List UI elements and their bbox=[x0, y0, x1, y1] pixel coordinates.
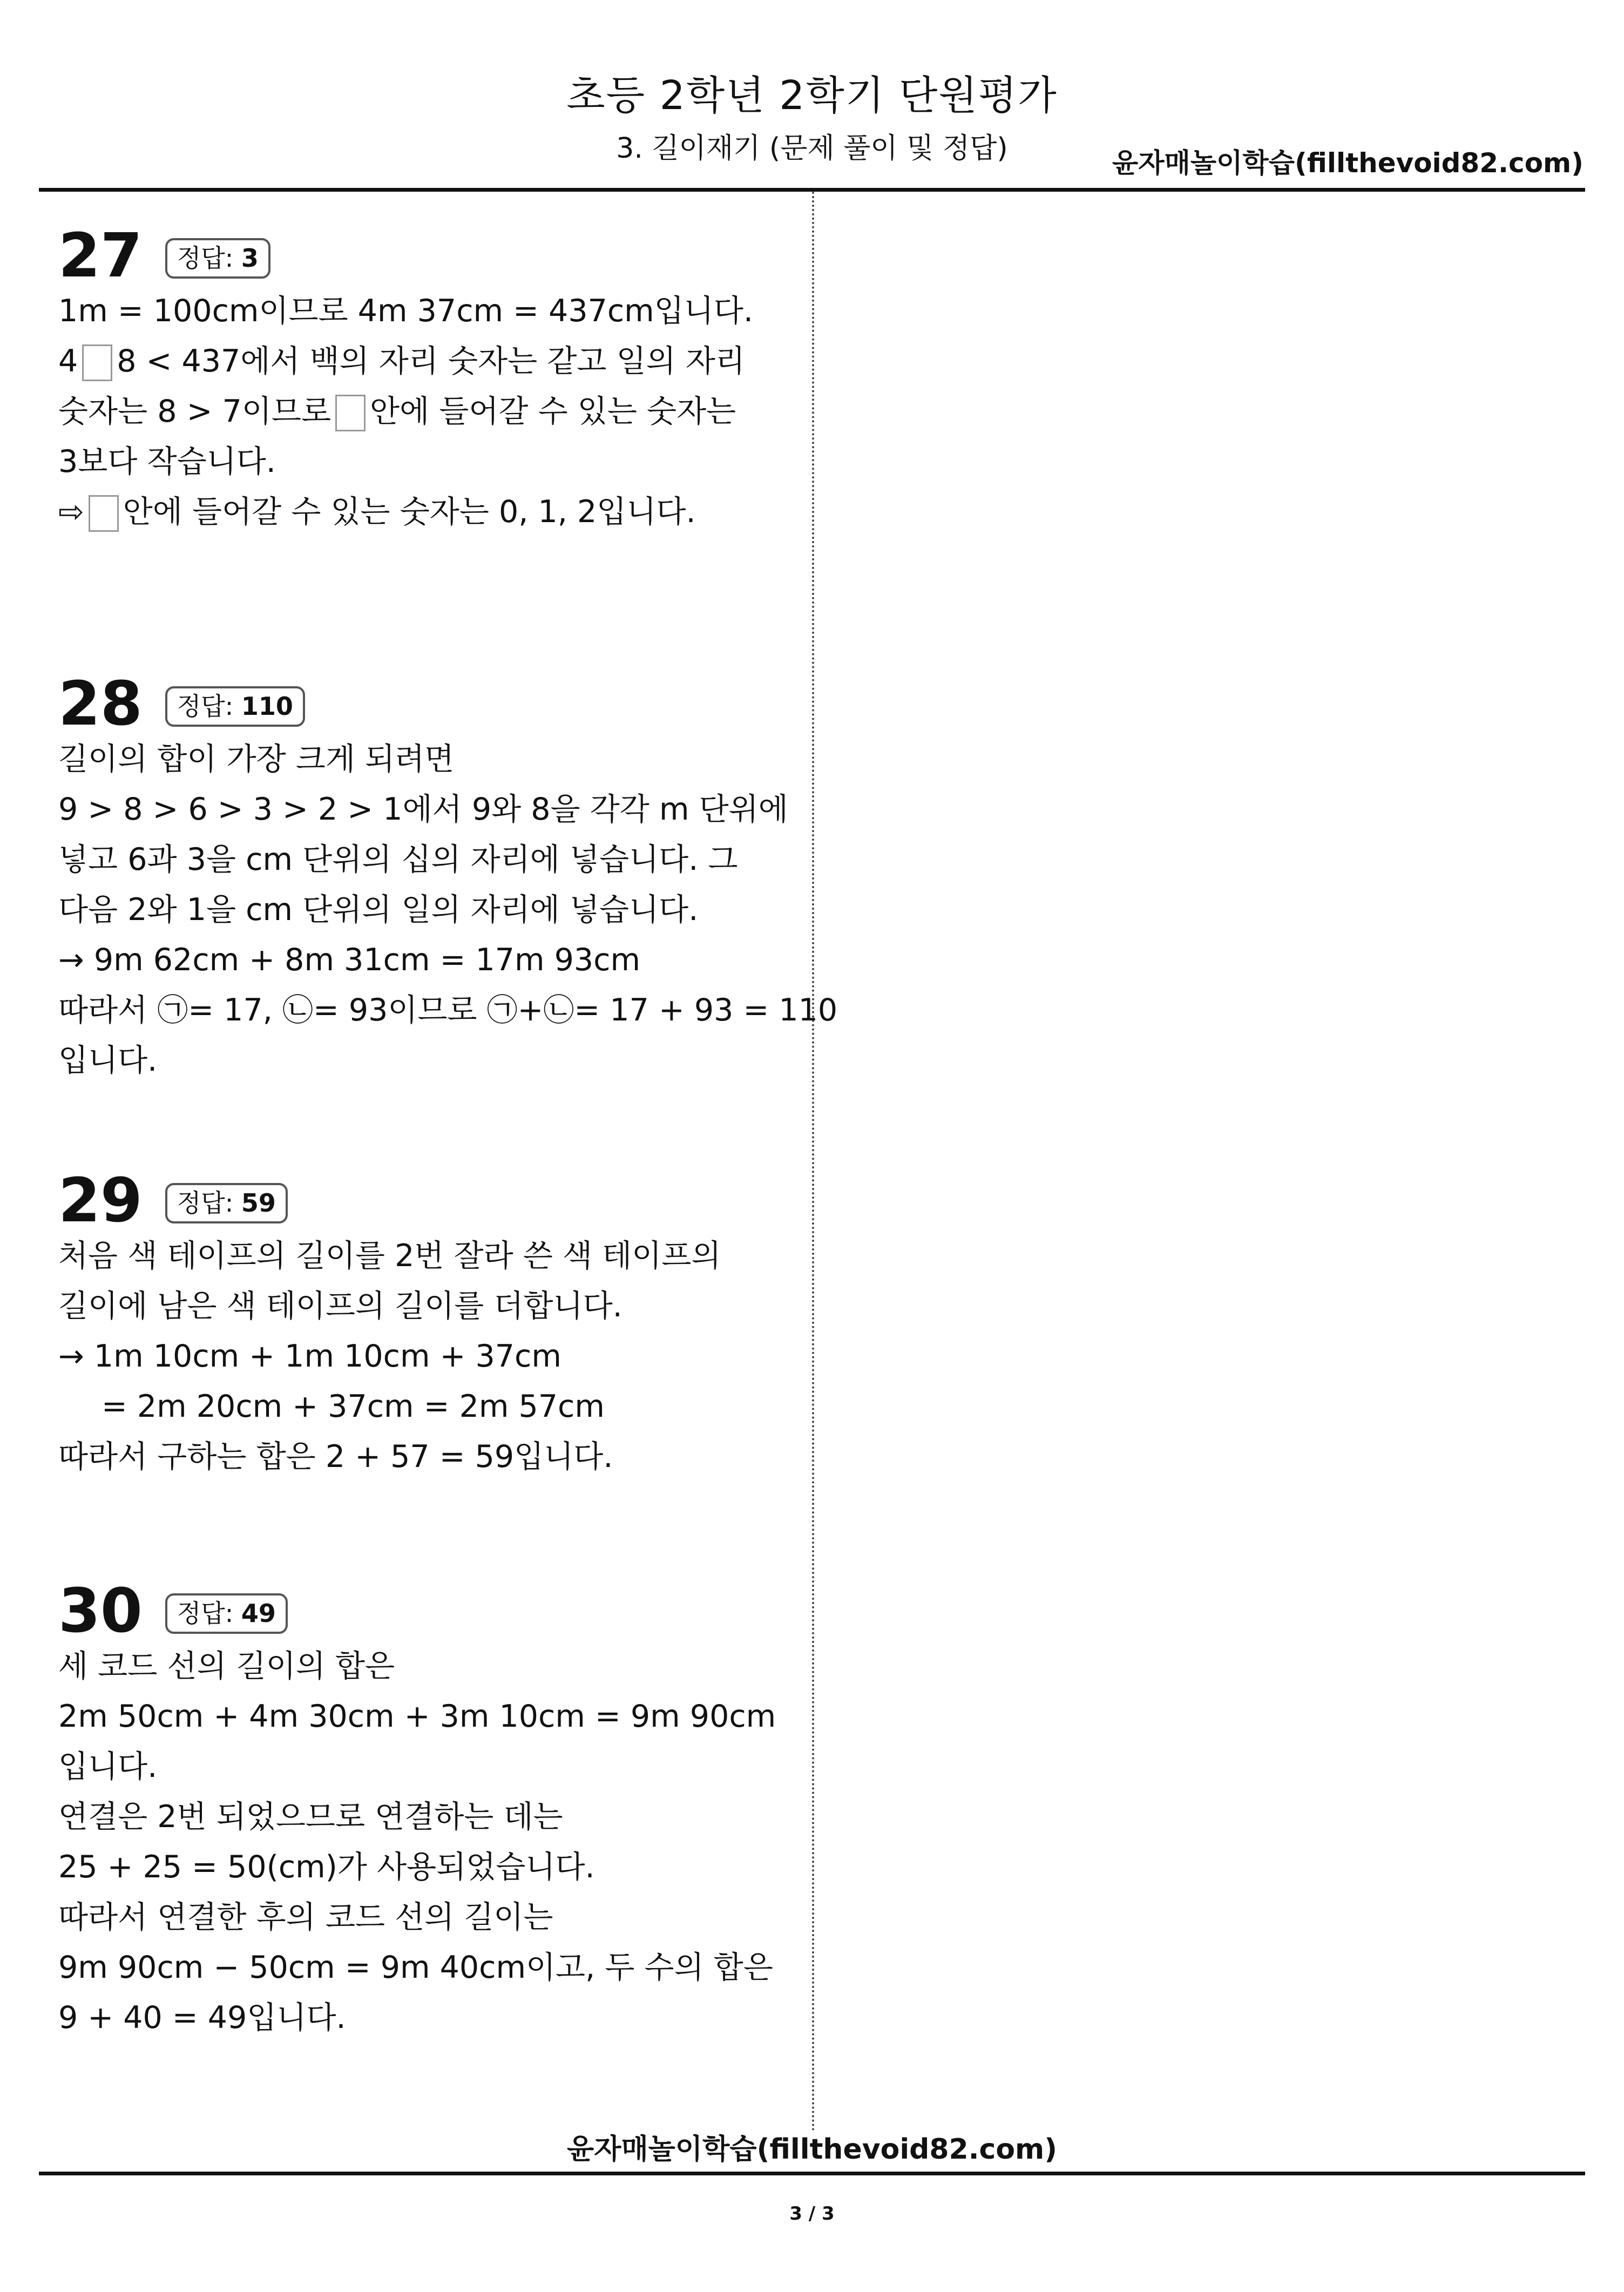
problem-27 bbox=[58, 221, 755, 537]
solution-line: 9 > 8 > 6 > 3 > 2 > 1에서 9와 8을 각각 m 단위에 bbox=[58, 792, 788, 827]
solution-line: 처음 색 테이프의 길이를 2번 잘라 쓴 색 테이프의 bbox=[58, 1238, 721, 1274]
problem-30 bbox=[58, 1576, 776, 2043]
solution-line: = 2m 20cm + 37cm = 2m 57cm bbox=[102, 1389, 605, 1424]
answer-badge bbox=[165, 686, 305, 727]
solution-line: 9m 90cm − 50cm = 9m 40cm이고, 두 수의 합은 bbox=[58, 1950, 773, 1985]
header-brand: 윤자매놀이학습(fillthevoid82.com) bbox=[1112, 147, 1584, 179]
solution-line: 세 코드 선의 길이의 합은 bbox=[58, 1648, 395, 1684]
answer-label: 정답: bbox=[177, 1599, 241, 1628]
solution-line: 25 + 25 = 50(cm)가 사용되었습니다. bbox=[58, 1849, 595, 1885]
answer-value: 3 bbox=[241, 244, 259, 273]
problem-28 bbox=[58, 669, 838, 1086]
solution-line: 다음 2와 1을 cm 단위의 일의 자리에 넣습니다. bbox=[58, 892, 699, 928]
solution-line: → 9m 62cm + 8m 31cm = 17m 93cm bbox=[58, 942, 641, 978]
answer-label: 정답: bbox=[177, 244, 241, 273]
page-number: 3 / 3 bbox=[789, 2203, 835, 2225]
solution-line: 연결은 2번 되었으므로 연결하는 데는 bbox=[58, 1799, 563, 1835]
solution-line: 9 + 40 = 49입니다. bbox=[58, 2000, 346, 2036]
solution-text: 4 bbox=[58, 343, 78, 379]
solution-line: 길이에 남은 색 테이프의 길이를 더합니다. bbox=[58, 1288, 622, 1324]
answer-badge bbox=[165, 1183, 288, 1223]
solution-text: 안에 들어갈 수 있는 숫자는 bbox=[370, 394, 736, 429]
problem-number: 29 bbox=[58, 1166, 143, 1236]
solution-line: 따라서 연결한 후의 코드 선의 길이는 bbox=[58, 1899, 553, 1935]
answer-value: 49 bbox=[241, 1599, 276, 1628]
solution-text: 8 < 437에서 백의 자리 숫자는 같고 일의 자리 bbox=[117, 343, 745, 379]
answer-value: 110 bbox=[241, 692, 293, 721]
solution-line bbox=[58, 387, 755, 437]
solution-line: 입니다. bbox=[58, 1749, 158, 1784]
solution-line: 1m = 100cm이므로 4m 37cm = 437cm입니다. bbox=[58, 293, 754, 329]
solution-text: 숫자는 8 > 7이므로 bbox=[58, 394, 331, 429]
problem-29 bbox=[58, 1166, 755, 1482]
header-rule bbox=[39, 188, 1585, 192]
solution-line: → 1m 10cm + 1m 10cm + 37cm bbox=[58, 1338, 561, 1374]
blank-box bbox=[89, 495, 119, 532]
footer-brand: 윤자매놀이학습(fillthevoid82.com) bbox=[566, 2133, 1057, 2166]
page-title: 초등 2학년 2학기 단원평가 bbox=[566, 72, 1058, 119]
answer-badge bbox=[165, 238, 270, 279]
solution-line: 2m 50cm + 4m 30cm + 3m 10cm = 9m 90cm bbox=[58, 1699, 776, 1734]
solution-line bbox=[58, 487, 755, 537]
arrow-icon: ⇨ bbox=[58, 494, 84, 530]
answer-label: 정답: bbox=[177, 1188, 241, 1218]
answer-label: 정답: bbox=[177, 692, 241, 721]
solution-text: 안에 들어갈 수 있는 숫자는 0, 1, 2입니다. bbox=[123, 494, 696, 530]
problem-number: 27 bbox=[58, 221, 143, 291]
problem-number: 28 bbox=[58, 669, 143, 739]
solution-line: 길이의 합이 가장 크게 되려면 bbox=[58, 741, 455, 777]
blank-box bbox=[82, 344, 112, 381]
solution-line: 따라서 ㉠= 17, ㉡= 93이므로 ㉠+㉡= 17 + 93 = 110 bbox=[58, 992, 838, 1028]
answer-badge bbox=[165, 1593, 288, 1634]
column-divider bbox=[812, 192, 814, 2133]
answer-value: 59 bbox=[241, 1188, 276, 1218]
solution-line: 따라서 구하는 합은 2 + 57 = 59입니다. bbox=[58, 1439, 613, 1475]
solution-line: 넣고 6과 3을 cm 단위의 십의 자리에 넣습니다. 그 bbox=[58, 842, 738, 877]
problem-number: 30 bbox=[58, 1576, 143, 1646]
solution-line: 입니다. bbox=[58, 1043, 158, 1078]
footer-rule bbox=[39, 2172, 1585, 2175]
page-subtitle: 3. 길이재기 (문제 풀이 및 정답) bbox=[616, 132, 1008, 165]
blank-box bbox=[335, 395, 366, 431]
solution-line: 3보다 작습니다. bbox=[58, 444, 276, 479]
solution-line bbox=[58, 336, 755, 387]
